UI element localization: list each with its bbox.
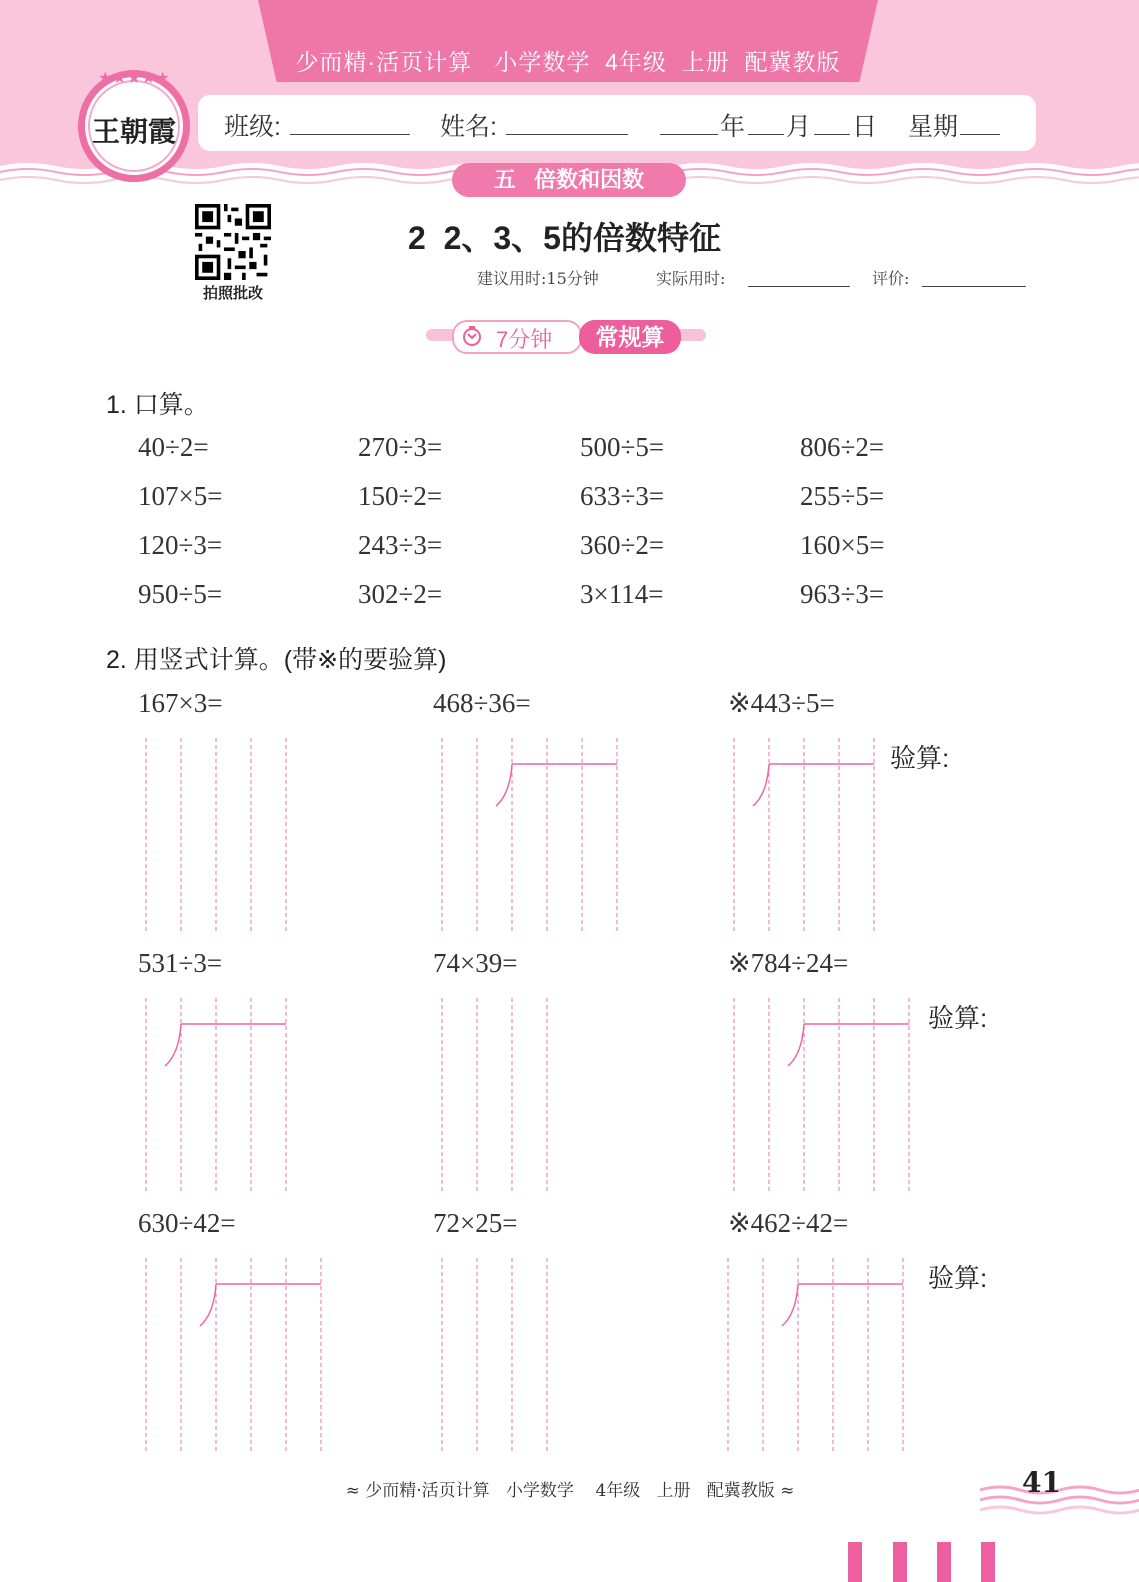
month-label: 月 <box>786 113 812 141</box>
oral-item: 150÷2= <box>358 481 443 511</box>
oral-item: 243÷3= <box>358 530 443 560</box>
oral-item: 107×5= <box>138 481 223 511</box>
work-grid-division[interactable] <box>728 738 888 933</box>
work-grid-division[interactable] <box>140 998 300 1193</box>
work-grid-division[interactable] <box>722 1258 917 1453</box>
work-grid-division[interactable] <box>728 998 923 1193</box>
year-field[interactable] <box>660 134 718 135</box>
series-title: 少而精·活页计算 小学数学 4年级 上册 配冀教版 <box>295 49 841 75</box>
check-label: 验算: <box>928 1003 988 1033</box>
logo-text: 王朝霞 <box>91 115 176 148</box>
day-label: 日 <box>852 113 878 141</box>
vertical-item: ※462÷42= <box>728 1208 849 1238</box>
star-icon: ★ <box>155 70 170 87</box>
oral-item: 950÷5= <box>138 579 223 609</box>
qr-code-icon[interactable] <box>195 204 271 280</box>
actual-time-label: 实际用时: <box>656 269 726 288</box>
star-icon: ★ <box>112 70 127 87</box>
footer-bar <box>981 1542 995 1582</box>
oral-item: 120÷3= <box>138 530 223 560</box>
footer-bar <box>848 1542 862 1582</box>
vertical-item: 74×39= <box>433 948 518 978</box>
name-label: 姓名: <box>440 113 497 141</box>
star-icon: ★ <box>98 70 113 87</box>
footer-bar <box>937 1542 951 1582</box>
year-label: 年 <box>720 113 746 141</box>
oral-item: 3×114= <box>580 579 664 609</box>
oral-item: 302÷2= <box>358 579 443 609</box>
footer-bar <box>893 1542 907 1582</box>
name-field[interactable] <box>506 134 628 135</box>
clock-icon <box>461 325 483 347</box>
rating-field[interactable] <box>922 286 1026 287</box>
page-number: 41 <box>1022 1466 1061 1499</box>
check-label: 验算: <box>928 1263 988 1293</box>
section-type-badge: 常规算 <box>579 320 681 354</box>
class-label: 班级: <box>224 113 281 141</box>
rating-label: 评价: <box>872 269 910 288</box>
work-grid-division[interactable] <box>140 1258 335 1453</box>
actual-time-field[interactable] <box>748 286 850 287</box>
month-field[interactable] <box>748 134 784 135</box>
work-grid[interactable] <box>436 1258 556 1453</box>
weekday-field[interactable] <box>960 134 1000 135</box>
vertical-item: 630÷42= <box>138 1208 236 1238</box>
oral-item: 806÷2= <box>800 432 885 462</box>
vertical-item: ※443÷5= <box>728 688 835 718</box>
day-field[interactable] <box>814 134 850 135</box>
section-time: 7分钟 <box>496 327 553 352</box>
chapter-badge: 五 倍数和因数 <box>452 163 686 197</box>
suggested-time: 建议用时:15分钟 <box>477 269 599 288</box>
vertical-item: 72×25= <box>433 1208 518 1238</box>
work-grid-division[interactable] <box>436 738 626 933</box>
work-grid[interactable] <box>436 998 556 1193</box>
oral-item: 500÷5= <box>580 432 665 462</box>
star-icon: ★ <box>141 70 156 87</box>
q2-title: 2. 用竖式计算。(带※的要验算) <box>106 646 447 674</box>
logo-stars <box>93 68 175 88</box>
vertical-item: 468÷36= <box>433 688 531 718</box>
check-label: 验算: <box>890 743 950 773</box>
class-field[interactable] <box>290 134 410 135</box>
oral-item: 963÷3= <box>800 579 885 609</box>
oral-item: 633÷3= <box>580 481 665 511</box>
qr-label: 拍照批改 <box>202 285 263 302</box>
vertical-item: 531÷3= <box>138 948 223 978</box>
vertical-item: 167×3= <box>138 688 223 718</box>
oral-item: 40÷2= <box>138 432 209 462</box>
oral-item: 360÷2= <box>580 530 665 560</box>
work-grid[interactable] <box>140 738 300 933</box>
footer-text: ≈ 少而精·活页计算 小学数学 4年级 上册 配冀教版 ≈ <box>345 1481 795 1501</box>
oral-item: 255÷5= <box>800 481 885 511</box>
oral-item: 160×5= <box>800 530 885 560</box>
lesson-title: 2 2、3、5的倍数特征 <box>408 220 721 256</box>
q1-title: 1. 口算。 <box>106 391 209 419</box>
weekday-label: 星期 <box>908 113 959 141</box>
oral-item: 270÷3= <box>358 432 443 462</box>
star-icon: ★ <box>126 70 142 87</box>
vertical-item: ※784÷24= <box>728 948 849 978</box>
